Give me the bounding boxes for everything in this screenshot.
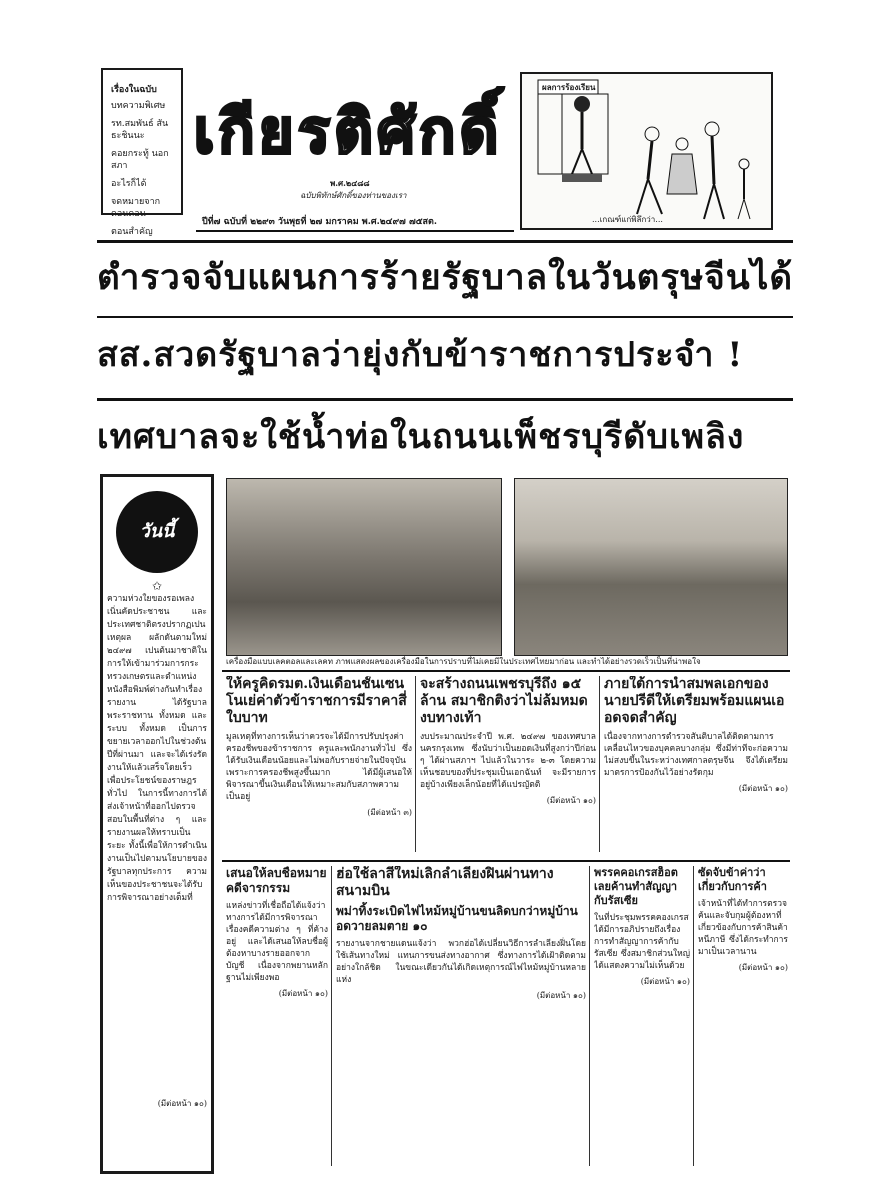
- today-column: [100, 474, 214, 1174]
- story-1-1: [226, 676, 412, 852]
- story-1-2-body: งบประมาณประจำปี พ.ศ. ๒๔๙๗ ของเทศบาลนครกรุงเทพ ซึ่งนับว่าเป็นยอดเงินที่สูงกว่าปีก่อน ๆ ได้ผ่านสภาฯ ไปแล้วในวาระ ๒-๓ โดยความเห็นชอบของที่ประชุมเป็นเอกฉันท์ จะมีรายการอยู่บ้างเพียงเล็กน้อยที่ได้แปรญัตติ: [420, 732, 596, 790]
- row1-divider-1: [415, 676, 416, 852]
- story-2-1: [226, 866, 328, 1166]
- today-text: ความห่วงใยของรอเพลงเนิ่นคัดประชาชน และประเทศชาติตรงปรากฏเปนเหตุผล ผลักดันตามใหม่ ๒๔๙๗ เปนต้นมาชาติในการให้เข้ามาร่วมการกระทรวงเกษตรและตำแหน่งหนังสือพิมพ์ต่างกันทำเรื่องรายงาน ได้รัฐบาลพระราชทาน ทั้งหมด และระบบ ทั้งหมด เป็นการขยายเวลาออกไปในช่วงต้นปีที่ผ่านมา และจะได้เร่งรัดงานให้แล้วเสร็จโดยเร็ว เพื่อประโยชน์ของราษฎรทั่วไป ในการนี้ทางการได้ส่งเจ้าหน้าที่ออกไปตรวจสอบในพื้นที่ต่าง ๆ และรายงานผลให้ทราบเป็นระยะ ทั้งนี้เพื่อให้การดำเนินงานเป็นไปตามนโยบายของรัฐบาลทุกประการ ความเห็นของประชาชนจะได้รับการพิจารณาอย่างเต็มที่: [107, 594, 207, 903]
- story-2-1-title: เสนอให้ลบชื่อหมายคดีจารกรรม: [226, 866, 327, 895]
- row2-divider-1: [331, 866, 332, 1166]
- story-2-2: [336, 866, 586, 1166]
- contents-item: อะไรก็ได้: [111, 179, 147, 189]
- contents-box: [101, 68, 183, 237]
- photo-left: [226, 478, 502, 656]
- cartoon-drawing: [522, 74, 771, 228]
- story-1-3-continued: (มีต่อหน้า ๑๐): [738, 784, 788, 793]
- contents-item: บทความพิเศษ: [111, 101, 166, 111]
- headline-1: ตำรวจจับแผนการร้ายรัฐบาลในวันตรุษจีนได้: [97, 257, 793, 298]
- issue-line: ปีที่๗ ฉบับที่ ๒๒๙๓ วันพุธที่ ๒๗ มกราคม พ.ศ.๒๔๙๗ ๗๕สต.: [202, 217, 437, 227]
- story-1-3-body: เนื่องจากทางการตำรวจสันติบาลได้ติดตามการเคลื่อนไหวของบุคคลบางกลุ่ม ซึ่งมีท่าทีจะก่อความไม่สงบขึ้นในระหว่างเทศกาลตรุษจีน จึงได้เตรียมมาตรการป้องกันไว้อย่างรัดกุม: [604, 732, 788, 778]
- today-badge-label: วันนี้: [139, 521, 175, 542]
- story-2-2-body: รายงานจากชายแดนแจ้งว่า พวกฮ่อได้เปลี่ยนวิธีการลำเลียงฝิ่นโดยใช้เส้นทางใหม่ แทนการขนส่งทางอากาศ ซึ่งทางการได้เฝ้าติดตามอย่างใกล้ชิด ในขณะเดียวกันได้เกิดเหตุการณ์ไฟไหม้หมู่บ้านหลายแห่ง: [336, 939, 586, 985]
- story-1-2: [420, 676, 596, 852]
- headline-rule-1: [97, 316, 793, 318]
- contents-item: ตอนสำคัญ: [111, 227, 153, 237]
- headline-3: เทศบาลจะใช้น้ำท่อในถนนเพ็ชรบุรีดับเพลิง: [97, 417, 745, 457]
- row1-divider-2: [599, 676, 600, 852]
- masthead-subtitle: พ.ศ.๒๔๘๘: [330, 178, 370, 188]
- today-badge: [116, 491, 198, 573]
- story-1-1-continued: (มีต่อหน้า ๓): [367, 808, 412, 817]
- story-2-2-title: ฮ่อใช้ลาสีใหม่เลิกลำเลียงฝิ่นผ่านทางสนามบิน: [336, 866, 554, 899]
- story-2-3-continued: (มีต่อหน้า ๑๐): [640, 977, 690, 986]
- story-2-2-subtitle: พม่าทิ้งระเบิดไฟไหม้หมู่บ้านขนลิดบกว่าหมู่บ้านอดวายลมตาย ๑๐: [336, 904, 578, 933]
- headline-rule-2: [97, 398, 793, 401]
- masthead-motto: ฉบับพิทักษ์ศักดิ์ของท่านของเรา: [300, 191, 407, 200]
- row2-divider-3: [693, 866, 694, 1166]
- row2-divider-2: [589, 866, 590, 1166]
- story-2-1-body: แหล่งข่าวที่เชื่อถือได้แจ้งว่า ทางการได้มีการพิจารณาเรื่องคดีความต่าง ๆ ที่ค้างอยู่ และได้เสนอให้ลบชื่อผู้ต้องหาบางรายออกจากบัญชี เนื่องจากพยานหลักฐานไม่เพียงพอ: [226, 901, 328, 983]
- headline-rule-top: [97, 240, 793, 243]
- story-1-1-body: มูลเหตุที่ทางการเห็นว่าควรจะได้มีการปรับปรุงค่าครองชีพของข้าราชการ ครูและพนักงานทั่วไป ซึ่งได้รับเงินเดือนน้อยและไม่พอกับรายจ่ายในปัจจุบัน เพราะการครองชีพสูงขึ้นมาก ได้มีผู้เสนอให้พิจารณาขึ้นเงินเดือนให้เหมาะสมกับสภาพความเป็นอยู่: [226, 732, 412, 802]
- contents-list: [111, 100, 177, 238]
- photo-caption: เครื่องมือแบบเลคตอลและเลคท ภาพแสดงผลของเครื่องมือในการปราบที่ไม่เคยมีในประเทศไทยมาก่อน และทำได้อย่างรวดเร็วเป็นที่น่าพอใจ: [226, 657, 701, 666]
- story-2-2-continued: (มีต่อหน้า ๑๐): [536, 991, 586, 1000]
- cartoon-caption: ...เกณฑ์แก่พิลึกว่า...: [592, 215, 663, 224]
- photo-right: [514, 478, 788, 656]
- masthead-title: เกียรติศักดิ์: [193, 97, 503, 167]
- today-continued: (มีต่อหน้า ๑๐): [157, 1099, 207, 1108]
- row1-rule: [222, 670, 790, 672]
- story-1-2-continued: (มีต่อหน้า ๑๐): [546, 796, 596, 805]
- story-2-4-title: ซัดจับข้าค่าว่าเกี่ยวกับการค้า: [698, 866, 767, 893]
- story-1-2-title: จะสร้างถนนเพชรบุรีถึง ๑๕ ล้าน สมาชิกติงว่าไม่ล้มหมดงบทางเท้า: [420, 676, 588, 726]
- contents-title: เรื่องในฉบับ: [111, 85, 157, 95]
- star-icon: ✩: [151, 579, 163, 593]
- story-2-1-continued: (มีต่อหน้า ๑๐): [278, 989, 328, 998]
- story-1-1-title: ให้ครูคิดรมต.เงินเดือนชั้นเซนโนเย่ค่าตัวข้าราชการมีราคาสี่ใบบาท: [226, 676, 407, 726]
- contents-item: รท.สมพันธ์ สันธะชินนะ: [111, 119, 169, 141]
- cartoon-sign: ผลการร้องเรียน: [542, 82, 596, 92]
- story-2-4-continued: (มีต่อหน้า ๑๐): [738, 963, 788, 972]
- contents-item: คอยกระทู้ นอกสภา: [111, 149, 169, 171]
- story-2-3: [594, 866, 690, 1166]
- contents-item: จดหมายจากดอนดอน: [111, 197, 161, 219]
- row2-rule: [222, 860, 790, 862]
- story-2-3-body: ในที่ประชุมพรรคคองเกรสได้มีการอภิปรายถึงเรื่องการทำสัญญาการค้ากับรัสเซีย ซึ่งสมาชิกส่วนใหญ่ได้แสดงความไม่เห็นด้วย: [594, 913, 690, 971]
- story-1-3-title: ภายใต้การนำสมพลเอกของนายปรีดีให้เตรียมพร้อมแผนเอ อดจดสำคัญ: [604, 676, 785, 726]
- story-2-4: [698, 866, 788, 1166]
- headline-2: สส.สวดรัฐบาลว่ายุ่งกับข้าราชการประจำ !: [97, 335, 744, 375]
- story-2-4-body: เจ้าหน้าที่ได้ทำการตรวจค้นและจับกุมผู้ต้องหาที่เกี่ยวข้องกับการค้าสินค้าหนีภาษี ซึ่งได้กระทำการมาเป็นเวลานาน: [698, 899, 788, 957]
- story-1-3: [604, 676, 788, 852]
- story-2-3-title: พรรคคอเกรสฮ็อตเลยค้านทำสัญญากับรัสเซีย: [594, 866, 678, 907]
- cartoon: [520, 72, 773, 230]
- issue-rule: [196, 230, 514, 232]
